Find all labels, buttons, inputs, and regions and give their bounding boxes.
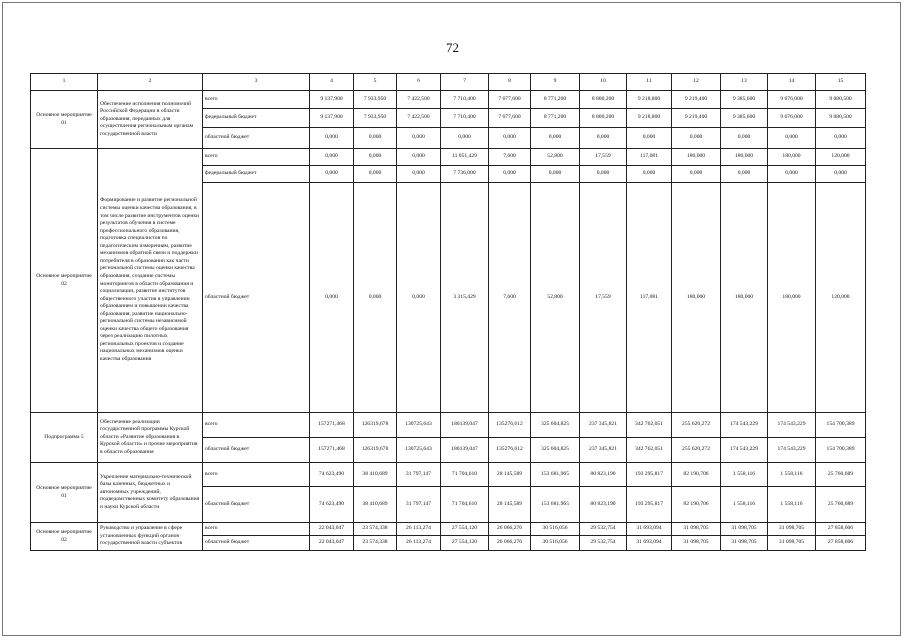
value-cell: 30 516,056: [531, 536, 580, 551]
value-cell: 7 422,500: [397, 109, 441, 128]
value-cell: 22 043,047: [310, 523, 354, 536]
value-cell: 25 760,689: [816, 463, 866, 487]
value-cell: 25 760,689: [816, 487, 866, 523]
table-row: [31, 149, 866, 166]
value-cell: 8 800,200: [580, 91, 627, 109]
value-cell: 52,800: [531, 149, 580, 166]
value-cell: 9 137,900: [310, 109, 354, 128]
header-cell: 6: [397, 74, 441, 91]
event-description-cell: Укрепление материально-технической базы казенных, бюджетных и автономных учреждений, подведомственных комитету образования и науки Курской области: [98, 463, 203, 523]
value-cell: 31 693,094: [627, 523, 672, 536]
value-cell: 29 532,754: [580, 523, 627, 536]
value-cell: 28 145,589: [489, 487, 531, 523]
value-cell: 325 604,825: [531, 438, 580, 463]
value-cell: 174 543,229: [721, 438, 768, 463]
value-cell: 0,000: [397, 183, 441, 413]
value-cell: 126319,678: [354, 413, 397, 438]
value-cell: 157271,468: [310, 438, 354, 463]
value-cell: 31 098,705: [672, 523, 721, 536]
value-cell: 193 295,817: [627, 487, 672, 523]
value-cell: 174 543,229: [768, 413, 816, 438]
value-cell: 193 295,817: [627, 463, 672, 487]
header-cell: 13: [721, 74, 768, 91]
event-name-cell: Основное мероприятие 01: [31, 91, 98, 149]
funding-source-cell: областной бюджет: [203, 438, 310, 463]
value-cell: 0,000: [721, 128, 768, 149]
value-cell: 23 574,338: [354, 536, 397, 551]
value-cell: 174 543,229: [768, 438, 816, 463]
value-cell: 82 190,706: [672, 487, 721, 523]
value-cell: 7 933,950: [354, 91, 397, 109]
table-row: [31, 413, 866, 438]
value-cell: 117,081: [627, 149, 672, 166]
funding-source-cell: областной бюджет: [203, 536, 310, 551]
value-cell: 31 098,705: [768, 523, 816, 536]
value-cell: 180139,047: [441, 438, 489, 463]
value-cell: 120,000: [816, 183, 866, 413]
table-row: [31, 463, 866, 487]
value-cell: 31 098,705: [721, 523, 768, 536]
value-cell: 9 080,500: [816, 109, 866, 128]
value-cell: 135276,612: [489, 438, 531, 463]
value-cell: 1 558,116: [768, 463, 816, 487]
funding-source-cell: федеральный бюджет: [203, 166, 310, 183]
value-cell: 27 858,606: [816, 536, 866, 551]
value-cell: 74 623,490: [310, 463, 354, 487]
event-description-cell: Обеспечение реализации государственной программы Курской области «Развитие образования в Курской области» и прочие мероприятия в области образования: [98, 413, 203, 463]
value-cell: 0,000: [354, 149, 397, 166]
value-cell: 22 043,047: [310, 536, 354, 551]
funding-source-cell: всего: [203, 91, 310, 109]
value-cell: 26 066,276: [489, 536, 531, 551]
value-cell: 180,000: [721, 149, 768, 166]
event-description-cell: Обеспечение исполнения полномочий Российской Федерации в области образования, переданных для осуществления региональным органам государственной власти: [98, 91, 203, 149]
value-cell: 117,081: [627, 183, 672, 413]
value-cell: 1 558,116: [721, 487, 768, 523]
value-cell: 9 385,600: [721, 109, 768, 128]
value-cell: 0,000: [489, 128, 531, 149]
value-cell: 7 710,400: [441, 91, 489, 109]
header-cell: 15: [816, 74, 866, 91]
value-cell: 1 558,116: [721, 463, 768, 487]
funding-source-cell: областной бюджет: [203, 487, 310, 523]
value-cell: 0,000: [397, 149, 441, 166]
value-cell: 325 604,825: [531, 413, 580, 438]
header-cell: 2: [98, 74, 203, 91]
value-cell: 0,000: [310, 166, 354, 183]
value-cell: 0,000: [580, 166, 627, 183]
value-cell: 8 771,200: [531, 109, 580, 128]
header-cell: 1: [31, 74, 98, 91]
value-cell: 71 704,610: [441, 463, 489, 487]
value-cell: 153 681,965: [531, 463, 580, 487]
value-cell: 7 677,600: [489, 109, 531, 128]
value-cell: 0,000: [397, 166, 441, 183]
header-cell: 4: [310, 74, 354, 91]
value-cell: 74 623,490: [310, 487, 354, 523]
value-cell: 0,000: [489, 166, 531, 183]
value-cell: 17,559: [580, 149, 627, 166]
value-cell: 180,000: [721, 183, 768, 413]
value-cell: 180,000: [768, 149, 816, 166]
value-cell: 9 676,000: [768, 91, 816, 109]
value-cell: 174 543,229: [721, 413, 768, 438]
value-cell: 0,000: [672, 128, 721, 149]
funding-source-cell: областной бюджет: [203, 183, 310, 413]
value-cell: 29 532,754: [580, 536, 627, 551]
page-number: 72: [446, 40, 459, 55]
header-cell: 5: [354, 74, 397, 91]
value-cell: 26 113,274: [397, 523, 441, 536]
value-cell: 31 098,705: [721, 536, 768, 551]
value-cell: 9 080,500: [816, 91, 866, 109]
value-cell: 28 145,589: [489, 463, 531, 487]
value-cell: 0,000: [354, 166, 397, 183]
funding-source-cell: всего: [203, 463, 310, 487]
value-cell: 126319,678: [354, 438, 397, 463]
value-cell: 9 219,400: [672, 91, 721, 109]
value-cell: 180,000: [672, 149, 721, 166]
value-cell: 9 218,800: [627, 91, 672, 109]
value-cell: 7 422,500: [397, 91, 441, 109]
value-cell: 7 677,600: [489, 91, 531, 109]
value-cell: 23 574,338: [354, 523, 397, 536]
value-cell: 80 823,190: [580, 487, 627, 523]
value-cell: 31 098,705: [672, 536, 721, 551]
value-cell: 7,600: [489, 149, 531, 166]
value-cell: 0,000: [397, 128, 441, 149]
value-cell: 0,000: [580, 128, 627, 149]
funding-source-cell: всего: [203, 149, 310, 166]
value-cell: 0,000: [531, 128, 580, 149]
header-cell: 14: [768, 74, 816, 91]
header-cell: 3: [203, 74, 310, 91]
value-cell: 0,000: [354, 183, 397, 413]
value-cell: 0,000: [672, 166, 721, 183]
value-cell: 237 345,821: [580, 438, 627, 463]
value-cell: 7 736,000: [441, 166, 489, 183]
value-cell: 0,000: [627, 128, 672, 149]
value-cell: 342 762,051: [627, 438, 672, 463]
event-description-cell: Руководство и управление в сфере установленных функций органов государственной власти субъектов: [98, 523, 203, 551]
value-cell: 157271,468: [310, 413, 354, 438]
value-cell: 153 681,965: [531, 487, 580, 523]
value-cell: 3 315,429: [441, 183, 489, 413]
value-cell: 17,559: [580, 183, 627, 413]
value-cell: 255 620,272: [672, 438, 721, 463]
value-cell: 342 762,051: [627, 413, 672, 438]
event-name-cell: Подпрограмма 5: [31, 413, 98, 463]
value-cell: 82 190,706: [672, 463, 721, 487]
value-cell: 9 137,900: [310, 91, 354, 109]
value-cell: 8 771,200: [531, 91, 580, 109]
value-cell: 27 554,120: [441, 523, 489, 536]
value-cell: 7 710,400: [441, 109, 489, 128]
value-cell: 120,000: [816, 149, 866, 166]
value-cell: 31 098,705: [768, 536, 816, 551]
value-cell: 30 516,056: [531, 523, 580, 536]
value-cell: 71 704,610: [441, 487, 489, 523]
event-name-cell: Основное мероприятие 01: [31, 463, 98, 523]
value-cell: 0,000: [354, 128, 397, 149]
value-cell: 154 700,389: [816, 413, 866, 438]
value-cell: 26 113,274: [397, 536, 441, 551]
value-cell: 130725,643: [397, 413, 441, 438]
funding-source-cell: областной бюджет: [203, 128, 310, 149]
value-cell: 0,000: [531, 166, 580, 183]
value-cell: 80 823,190: [580, 463, 627, 487]
value-cell: 180,000: [768, 183, 816, 413]
header-cell: 11: [627, 74, 672, 91]
header-cell: 8: [489, 74, 531, 91]
budget-table: [30, 73, 866, 551]
value-cell: 0,000: [310, 149, 354, 166]
value-cell: 0,000: [310, 128, 354, 149]
value-cell: 9 385,600: [721, 91, 768, 109]
value-cell: 31 693,094: [627, 536, 672, 551]
value-cell: 8 800,200: [580, 109, 627, 128]
funding-source-cell: федеральный бюджет: [203, 109, 310, 128]
value-cell: 7 933,950: [354, 109, 397, 128]
value-cell: 9 676,000: [768, 109, 816, 128]
value-cell: 0,000: [721, 166, 768, 183]
value-cell: 27 858,606: [816, 523, 866, 536]
header-cell: 9: [531, 74, 580, 91]
event-name-cell: Основное мероприятие 02: [31, 149, 98, 413]
value-cell: 130725,643: [397, 438, 441, 463]
value-cell: 31 797,147: [397, 487, 441, 523]
value-cell: 0,000: [441, 128, 489, 149]
value-cell: 154 700,389: [816, 438, 866, 463]
value-cell: 0,000: [627, 166, 672, 183]
value-cell: 0,000: [768, 128, 816, 149]
value-cell: 31 797,147: [397, 463, 441, 487]
value-cell: 135276,612: [489, 413, 531, 438]
funding-source-cell: всего: [203, 523, 310, 536]
value-cell: 180139,047: [441, 413, 489, 438]
value-cell: 26 066,276: [489, 523, 531, 536]
value-cell: 237 345,821: [580, 413, 627, 438]
value-cell: 7,600: [489, 183, 531, 413]
value-cell: 38 410,689: [354, 487, 397, 523]
header-row: [31, 74, 866, 91]
event-description-cell: Формирование и развитие региональной системы оценки качества образования, в том числе развитие инструментов оценки результатов обучения в системе профессионального образования, подготовка специалистов по педагогическим измерениям, развитие механизмов обратной связи и поддержки потребителя в образовании как части региональной системы оценки качества образования, создание системы мониторингов в области образования и социализации, развитие институтов общественного участия в управлении образованием и повышении качества образования, развитие национально- региональной системы независимой оценки качества общего образования через реализацию пилотных региональных проектов и создание национальных механизмов оценки качества образования: [98, 149, 203, 413]
header-cell: 12: [672, 74, 721, 91]
value-cell: 0,000: [768, 166, 816, 183]
table-row: [31, 523, 866, 536]
value-cell: 0,000: [310, 183, 354, 413]
value-cell: 11 051,429: [441, 149, 489, 166]
value-cell: 255 620,272: [672, 413, 721, 438]
value-cell: 180,000: [672, 183, 721, 413]
value-cell: 9 218,800: [627, 109, 672, 128]
value-cell: 27 554,120: [441, 536, 489, 551]
funding-source-cell: всего: [203, 413, 310, 438]
value-cell: 52,800: [531, 183, 580, 413]
header-cell: 10: [580, 74, 627, 91]
value-cell: 9 219,400: [672, 109, 721, 128]
value-cell: 1 558,116: [768, 487, 816, 523]
header-cell: 7: [441, 74, 489, 91]
value-cell: 0,000: [816, 166, 866, 183]
table-row: [31, 91, 866, 109]
event-name-cell: Основное мероприятие 02: [31, 523, 98, 551]
value-cell: 0,000: [816, 128, 866, 149]
value-cell: 38 410,689: [354, 463, 397, 487]
